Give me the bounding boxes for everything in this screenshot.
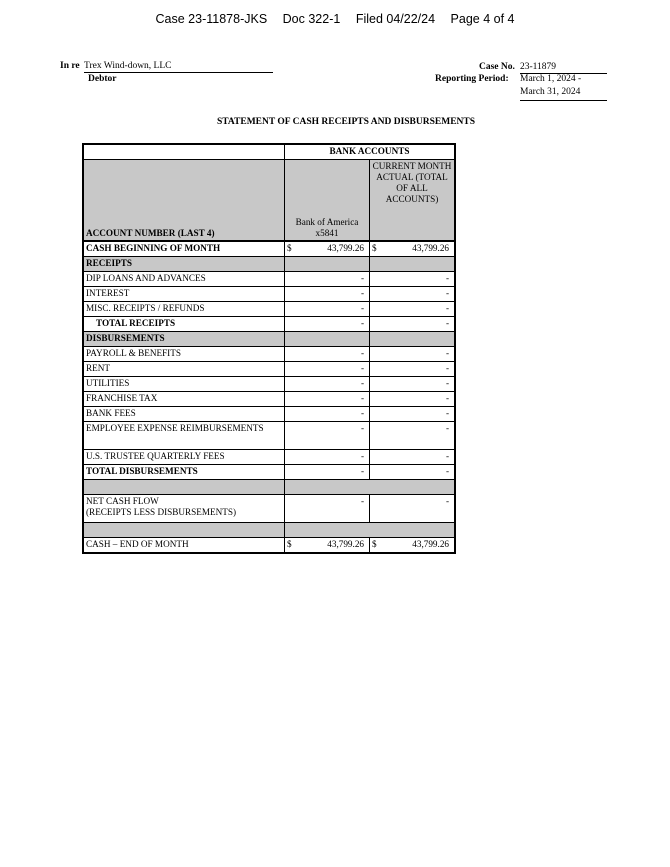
- total-receipts-col1: -: [285, 317, 370, 332]
- receipts-section-header: RECEIPTS: [83, 257, 285, 272]
- net-cash-flow-line1: NET CASH FLOW: [86, 496, 159, 506]
- disbursement-row-label: BANK FEES: [83, 407, 285, 422]
- spacer-row: [83, 523, 285, 538]
- filed-date-header: Filed 04/22/24: [355, 12, 436, 26]
- receipt-row-label: DIP LOANS AND ADVANCES: [83, 272, 285, 287]
- cash-end-col2: $ 43,799.26: [370, 538, 456, 554]
- case-number-header: Case 23-11878-JKS: [155, 12, 268, 26]
- cash-beginning-col1: $ 43,799.26: [285, 241, 370, 257]
- disbursement-row-col2: -: [370, 377, 456, 392]
- shade-cell: [285, 257, 370, 272]
- disbursement-row-label: EMPLOYEE EXPENSE REIMBURSEMENTS: [83, 422, 285, 450]
- cash-end-label: CASH – END OF MONTH: [83, 538, 285, 554]
- receipt-row-col1: -: [285, 287, 370, 302]
- disbursement-row-col2: -: [370, 347, 456, 362]
- doc-number-header: Doc 322-1: [282, 12, 341, 26]
- debtor-name: Trex Wind-down, LLC: [84, 61, 273, 73]
- case-no-label: Case No.: [479, 62, 515, 72]
- bank-accounts-header: BANK ACCOUNTS: [285, 144, 456, 160]
- disbursement-row-col1: -: [285, 407, 370, 422]
- disbursement-row-col1: -: [285, 347, 370, 362]
- debtor-label: Debtor: [88, 74, 117, 84]
- disbursement-row-label: U.S. TRUSTEE QUARTERLY FEES: [83, 450, 285, 465]
- disbursement-row-col1: -: [285, 450, 370, 465]
- net-cash-flow-col1: -: [285, 495, 370, 523]
- page-number-header: Page 4 of 4: [450, 12, 515, 26]
- disbursement-row-col2: -: [370, 450, 456, 465]
- cash-end-col1: $ 43,799.26: [285, 538, 370, 554]
- receipt-row-col2: -: [370, 272, 456, 287]
- net-cash-flow-label: [83, 495, 285, 523]
- disbursements-section-header: DISBURSEMENTS: [83, 332, 285, 347]
- cash-statement-table: [82, 143, 456, 554]
- spacer-row: [285, 480, 456, 495]
- cash-beginning-label: CASH BEGINNING OF MONTH: [83, 241, 285, 257]
- shade-cell: [285, 332, 370, 347]
- case-no-value: 23-11879: [520, 62, 607, 74]
- disbursement-row-col2: -: [370, 392, 456, 407]
- current-month-header: CURRENT MONTH ACTUAL (TOTAL OF ALL ACCOUNTS): [370, 160, 456, 242]
- disbursement-row-label: UTILITIES: [83, 377, 285, 392]
- receipt-row-label: INTEREST: [83, 287, 285, 302]
- empty-header-cell: [83, 144, 285, 160]
- receipt-row-label: MISC. RECEIPTS / REFUNDS: [83, 302, 285, 317]
- account-number-label: ACCOUNT NUMBER (LAST 4): [83, 160, 285, 242]
- disbursement-row-col1: -: [285, 422, 370, 450]
- shade-cell: [370, 332, 456, 347]
- bank-of-america-header: Bank of America x5841: [285, 160, 370, 242]
- disbursement-row-col1: -: [285, 377, 370, 392]
- reporting-period-end: March 31, 2024: [520, 87, 607, 101]
- total-disbursements-label: TOTAL DISBURSEMENTS: [83, 465, 285, 480]
- disbursement-row-label: RENT: [83, 362, 285, 377]
- spacer-row: [285, 523, 456, 538]
- disbursement-row-label: FRANCHISE TAX: [83, 392, 285, 407]
- disbursement-row-col2: -: [370, 362, 456, 377]
- statement-title: STATEMENT OF CASH RECEIPTS AND DISBURSEMENTS: [216, 117, 476, 127]
- reporting-period-label: Reporting Period:: [435, 74, 509, 84]
- reporting-period-start: March 1, 2024 -: [520, 74, 582, 84]
- disbursement-row-label: PAYROLL & BENEFITS: [83, 347, 285, 362]
- cash-beginning-col2: $ 43,799.26: [370, 241, 456, 257]
- net-cash-flow-col2: -: [370, 495, 456, 523]
- disbursement-row-col2: -: [370, 407, 456, 422]
- receipt-row-col2: -: [370, 302, 456, 317]
- total-disbursements-col2: -: [370, 465, 456, 480]
- disbursement-row-col2: -: [370, 422, 456, 450]
- total-receipts-label: TOTAL RECEIPTS: [83, 317, 285, 332]
- disbursement-row-col1: -: [285, 392, 370, 407]
- disbursement-row-col1: -: [285, 362, 370, 377]
- total-receipts-col2: -: [370, 317, 456, 332]
- total-disbursements-col1: -: [285, 465, 370, 480]
- receipt-row-col1: -: [285, 272, 370, 287]
- spacer-row: [83, 480, 285, 495]
- in-re-label: In re: [60, 61, 80, 71]
- receipt-row-col1: -: [285, 302, 370, 317]
- receipt-row-col2: -: [370, 287, 456, 302]
- shade-cell: [370, 257, 456, 272]
- net-cash-flow-line2: (RECEIPTS LESS DISBURSEMENTS): [86, 507, 237, 517]
- court-filing-header: [0, 12, 670, 26]
